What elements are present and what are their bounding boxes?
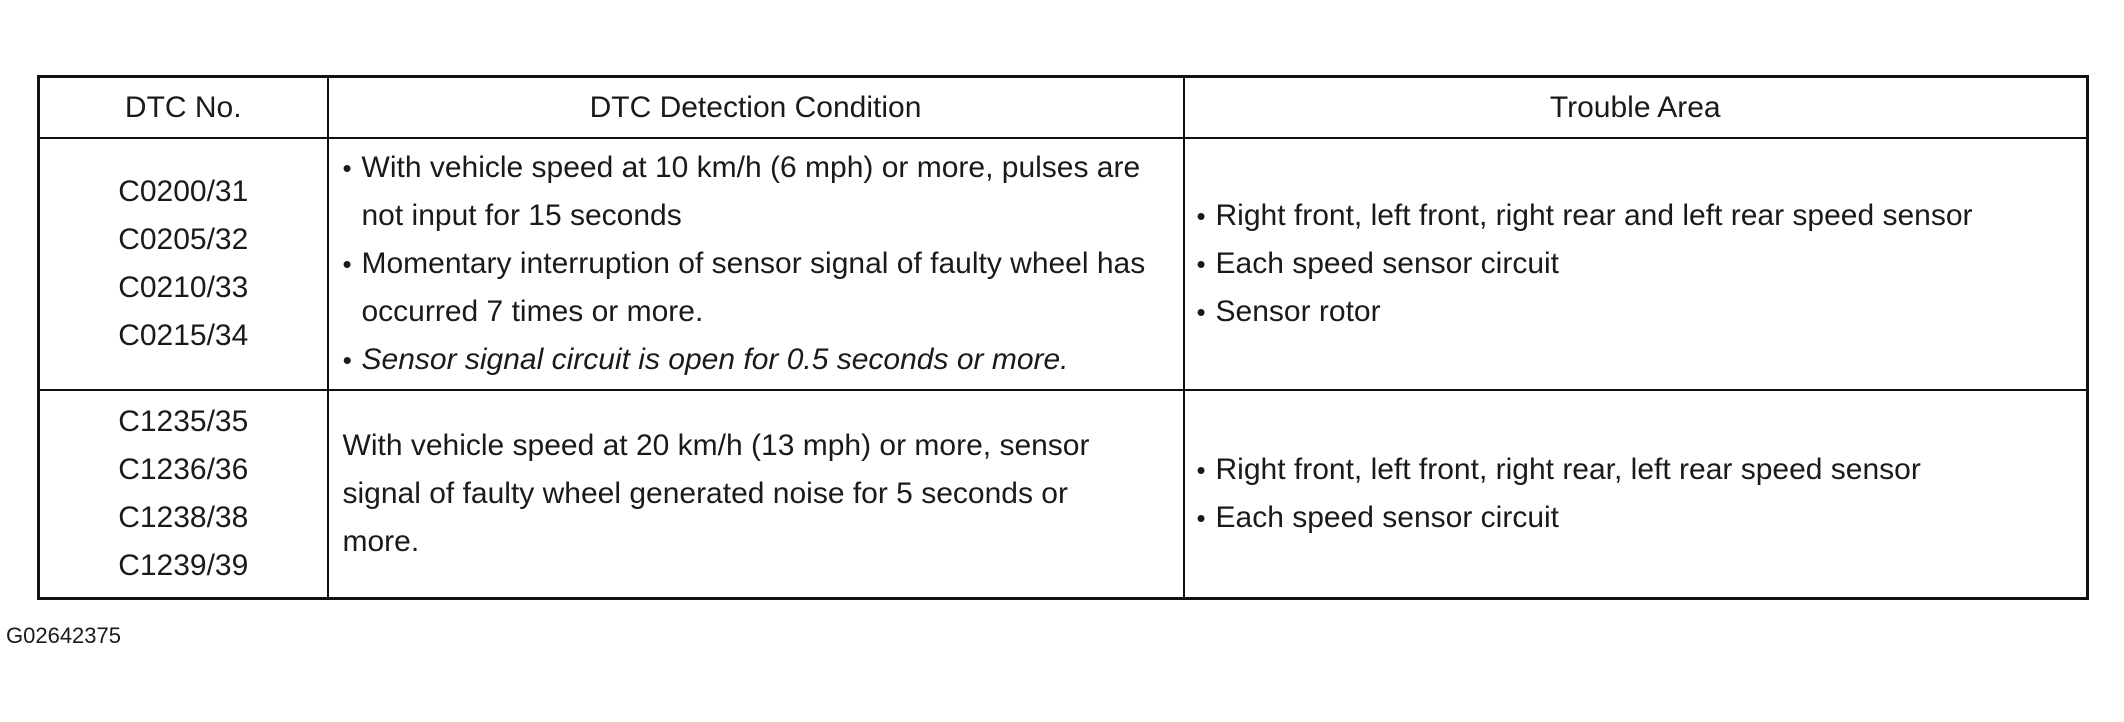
- condition-item: • Sensor signal circuit is open for 0.5 seconds or more.: [343, 336, 1173, 384]
- trouble-area-item: • Right front, left front, right rear, left rear speed sensor: [1197, 446, 2087, 494]
- dtc-code: C1236/36: [118, 453, 249, 486]
- trouble-area-item: • Sensor rotor: [1197, 288, 2087, 336]
- trouble-area-item: • Right front, left front, right rear and left rear speed sensor: [1197, 192, 2087, 240]
- header-trouble-area: Trouble Area: [1184, 77, 2088, 139]
- trouble-area-list: [1197, 446, 2087, 542]
- detection-condition-cell: [328, 138, 1184, 390]
- header-row: [39, 77, 2088, 139]
- trouble-area-cell: [1184, 390, 2088, 599]
- dtc-table: [37, 75, 2089, 600]
- dtc-codes-cell: [39, 138, 328, 390]
- header-detection-condition: DTC Detection Condition: [328, 77, 1184, 139]
- detection-condition-cell: [328, 390, 1184, 599]
- dtc-code: C0205/32: [118, 223, 249, 256]
- table-header: [39, 77, 2088, 139]
- trouble-area-cell: [1184, 138, 2088, 390]
- condition-text: With vehicle speed at 20 km/h (13 mph) or more, sensor signal of faulty wheel generated noise for 5 seconds or more.: [342, 429, 1090, 558]
- trouble-area-item: • Each speed sensor circuit: [1197, 494, 2087, 542]
- condition-list: [343, 144, 1173, 384]
- figure-id: G02642375: [6, 623, 121, 648]
- table-row: [39, 138, 2088, 390]
- dtc-code: C1235/35: [118, 405, 249, 438]
- header-dtc-no: DTC No.: [39, 77, 328, 139]
- dtc-code: C1238/38: [118, 501, 249, 534]
- trouble-area-list: [1197, 192, 2087, 336]
- table-body: [39, 138, 2088, 599]
- dtc-code: C0200/31: [118, 175, 249, 208]
- table-row: [39, 390, 2088, 599]
- dtc-code: C1239/39: [118, 549, 249, 582]
- dtc-codes-cell: [39, 390, 328, 599]
- trouble-area-item: • Each speed sensor circuit: [1197, 240, 2087, 288]
- dtc-code: C0210/33: [118, 271, 249, 304]
- condition-item: • Momentary interruption of sensor signal of faulty wheel has occurred 7 times or more.: [343, 240, 1173, 336]
- dtc-code: C0215/34: [118, 319, 249, 352]
- condition-item: • With vehicle speed at 10 km/h (6 mph) or more, pulses are not input for 15 seconds: [343, 144, 1173, 240]
